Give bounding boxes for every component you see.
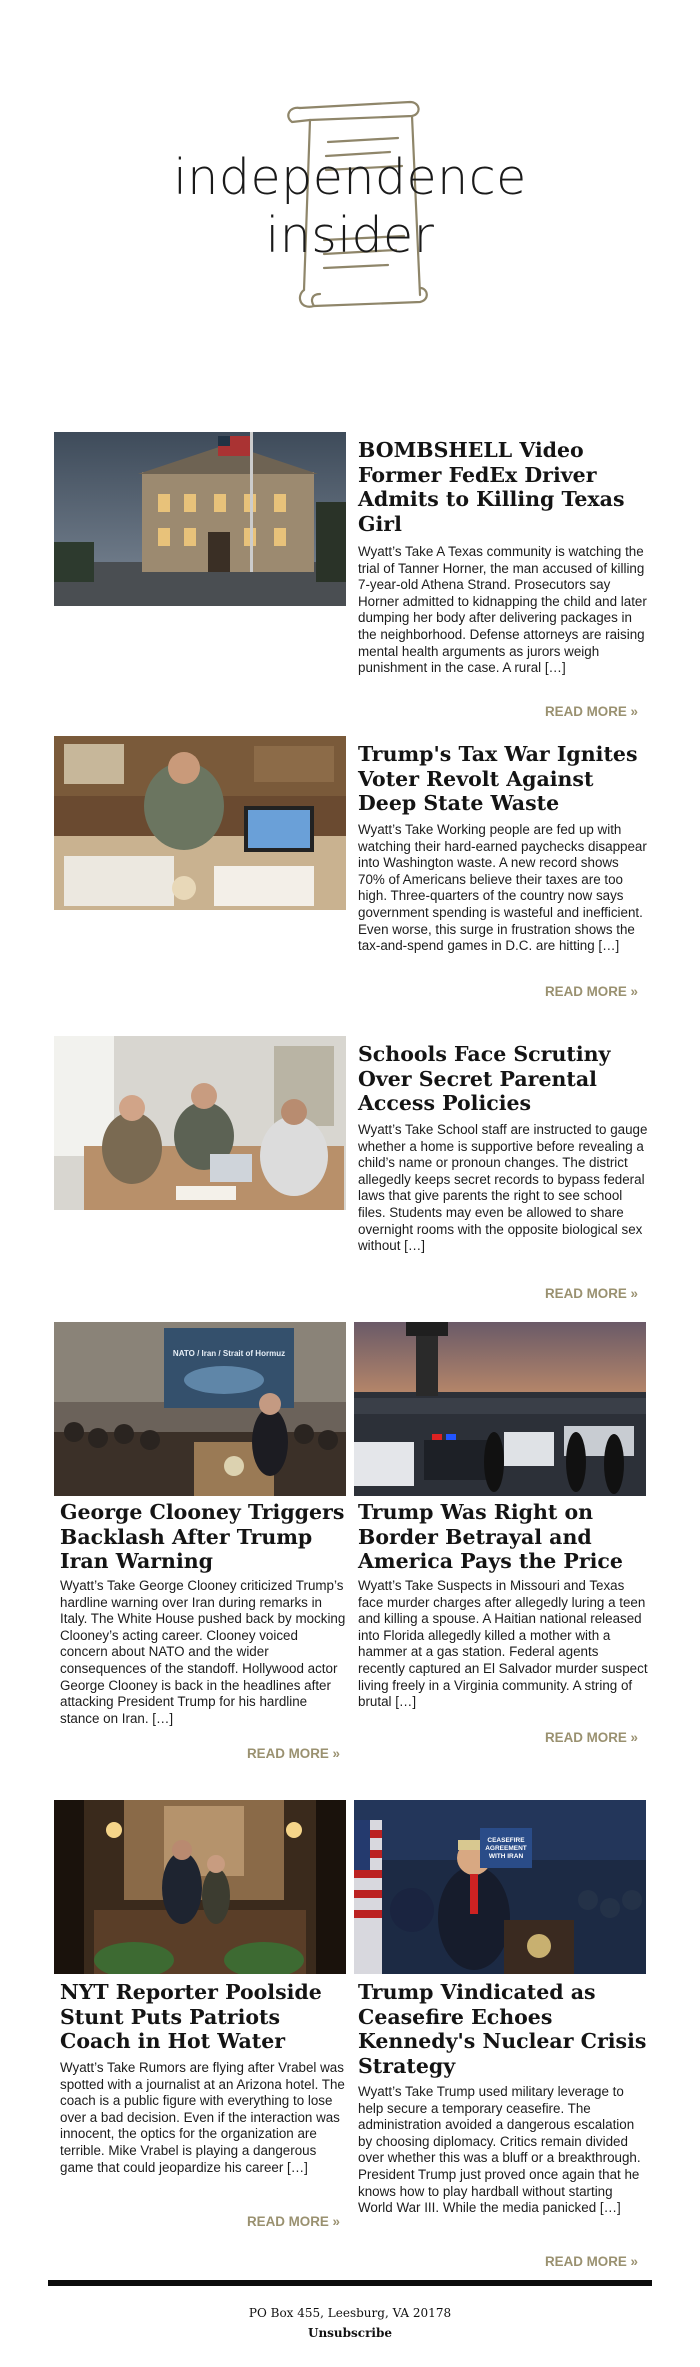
article-image-hotel[interactable] <box>54 1800 346 1974</box>
article-image-courthouse[interactable] <box>54 432 346 606</box>
article-image-briefing[interactable] <box>354 1800 646 1974</box>
article-summary: Wyatt’s Take Working people are fed up with watching their hard-earned paychecks disappear into Washington waste. A new record shows 70% of Americans believe their taxes are too high. Three-quarters of the country now says government spending is wasteful and inefficient. Even worse, this surge in frustration shows the tax-and-spend games in D.C. are hitting […] <box>358 822 647 954</box>
article-image-tax[interactable] <box>54 736 346 910</box>
brand-name-line2: insider <box>265 207 435 264</box>
article-image-clooney[interactable] <box>54 1322 346 1496</box>
read-more-link[interactable]: READ MORE » <box>246 1746 340 1761</box>
article-summary: Wyatt’s Take A Texas community is watching the trial of Tanner Horner, the man accused of killing 7-year-old Athena Strand. Prosecutors say Horner admitted to kidnapping the child and later dumping her body after delivering packages in the neighborhood. Defense attorneys are raising mental health arguments as jurors weigh punishment in the case. A rural […] <box>358 544 647 676</box>
brand-name-line1: independence <box>173 149 527 206</box>
article-summary: Wyatt’s Take Rumors are flying after Vrabel was spotted with a journalist at an Arizona hotel. The coach is a public figure with everything to lose over a bad decision. Even if the interaction was innocent, the optics for the organization are terrible. Mike Vrabel is playing a dangerous game that could jeopardize his career […] <box>60 2060 345 2175</box>
read-more-link[interactable]: READ MORE » <box>246 2214 340 2229</box>
article-headline[interactable]: Trump Was Right on Border Betrayal and America Pays the Price <box>358 1500 623 1573</box>
article-summary: Wyatt’s Take Trump used military leverage to help secure a temporary ceasefire. The administration avoided a dangerous escalation by choosing diplomacy. Critics remain divided over whether this was a bluff or a breakthrough. President Trump just proved once again that he knows how to play hardball without starting World War III. While the media panicked […] <box>358 2084 641 2216</box>
article-headline[interactable]: Trump's Tax War Ignites Voter Revolt Against Deep State Waste <box>358 742 638 815</box>
article-image-school[interactable] <box>54 1036 346 1210</box>
screen-caption: CEASEFIRE AGREEMENT WITH IRAN <box>485 1837 527 1860</box>
read-more-link[interactable]: READ MORE » <box>544 1286 638 1301</box>
article-headline[interactable]: Trump Vindicated as Ceasefire Echoes Kennedy's Nuclear Crisis Strategy <box>358 1980 647 2078</box>
read-more-link[interactable]: READ MORE » <box>544 1730 638 1745</box>
article-headline[interactable]: George Clooney Triggers Backlash After Trump Iran Warning <box>60 1500 345 1573</box>
article-summary: Wyatt’s Take Suspects in Missouri and Texas face murder charges after allegedly luring a teen and killing a spouse. A Haitian national released into Florida allegedly killed a mother with a hammer at a gas station. Federal agents recently captured an El Salvador murder suspect living freely in a Virginia community. A string of brutal […] <box>358 1578 648 1710</box>
article-summary: Wyatt’s Take School staff are instructed to gauge whether a home is supportive before revealing a child’s name or pronoun changes. The district allegedly keeps secret records to bypass federal laws that give parents the right to see school files. Students may even be allowed to share overnight rooms with the opposite biological sex without […] <box>358 1122 648 1254</box>
footer-divider <box>48 2280 652 2286</box>
screen-caption: NATO / Iran / Strait of Hormuz <box>172 1349 286 1358</box>
read-more-link[interactable]: READ MORE » <box>544 704 638 719</box>
article-image-border[interactable] <box>354 1322 646 1496</box>
read-more-link[interactable]: READ MORE » <box>544 2254 638 2269</box>
article-summary: Wyatt’s Take George Clooney criticized Trump’s hardline warning over Iran during remarks in Italy. The White House pushed back by mocking Clooney’s acting career. Clooney voiced concern about NATO and the wider consequences of the standoff. Hollywood actor George Clooney is back in the headlines after attacking President Trump for his hardline stance on Iran. […] <box>60 1578 346 1726</box>
article-headline[interactable]: NYT Reporter Poolside Stunt Puts Patriots Coach in Hot Water <box>60 1980 322 2053</box>
footer-address: PO Box 455, Leesburg, VA 20178 <box>248 2306 452 2320</box>
article-headline[interactable]: Schools Face Scrutiny Over Secret Parental Access Policies <box>358 1042 611 1115</box>
article-headline[interactable]: BOMBSHELL Video Former FedEx Driver Admits to Killing Texas Girl <box>358 438 625 536</box>
unsubscribe-link[interactable]: Unsubscribe <box>307 2326 393 2340</box>
read-more-link[interactable]: READ MORE » <box>544 984 638 999</box>
